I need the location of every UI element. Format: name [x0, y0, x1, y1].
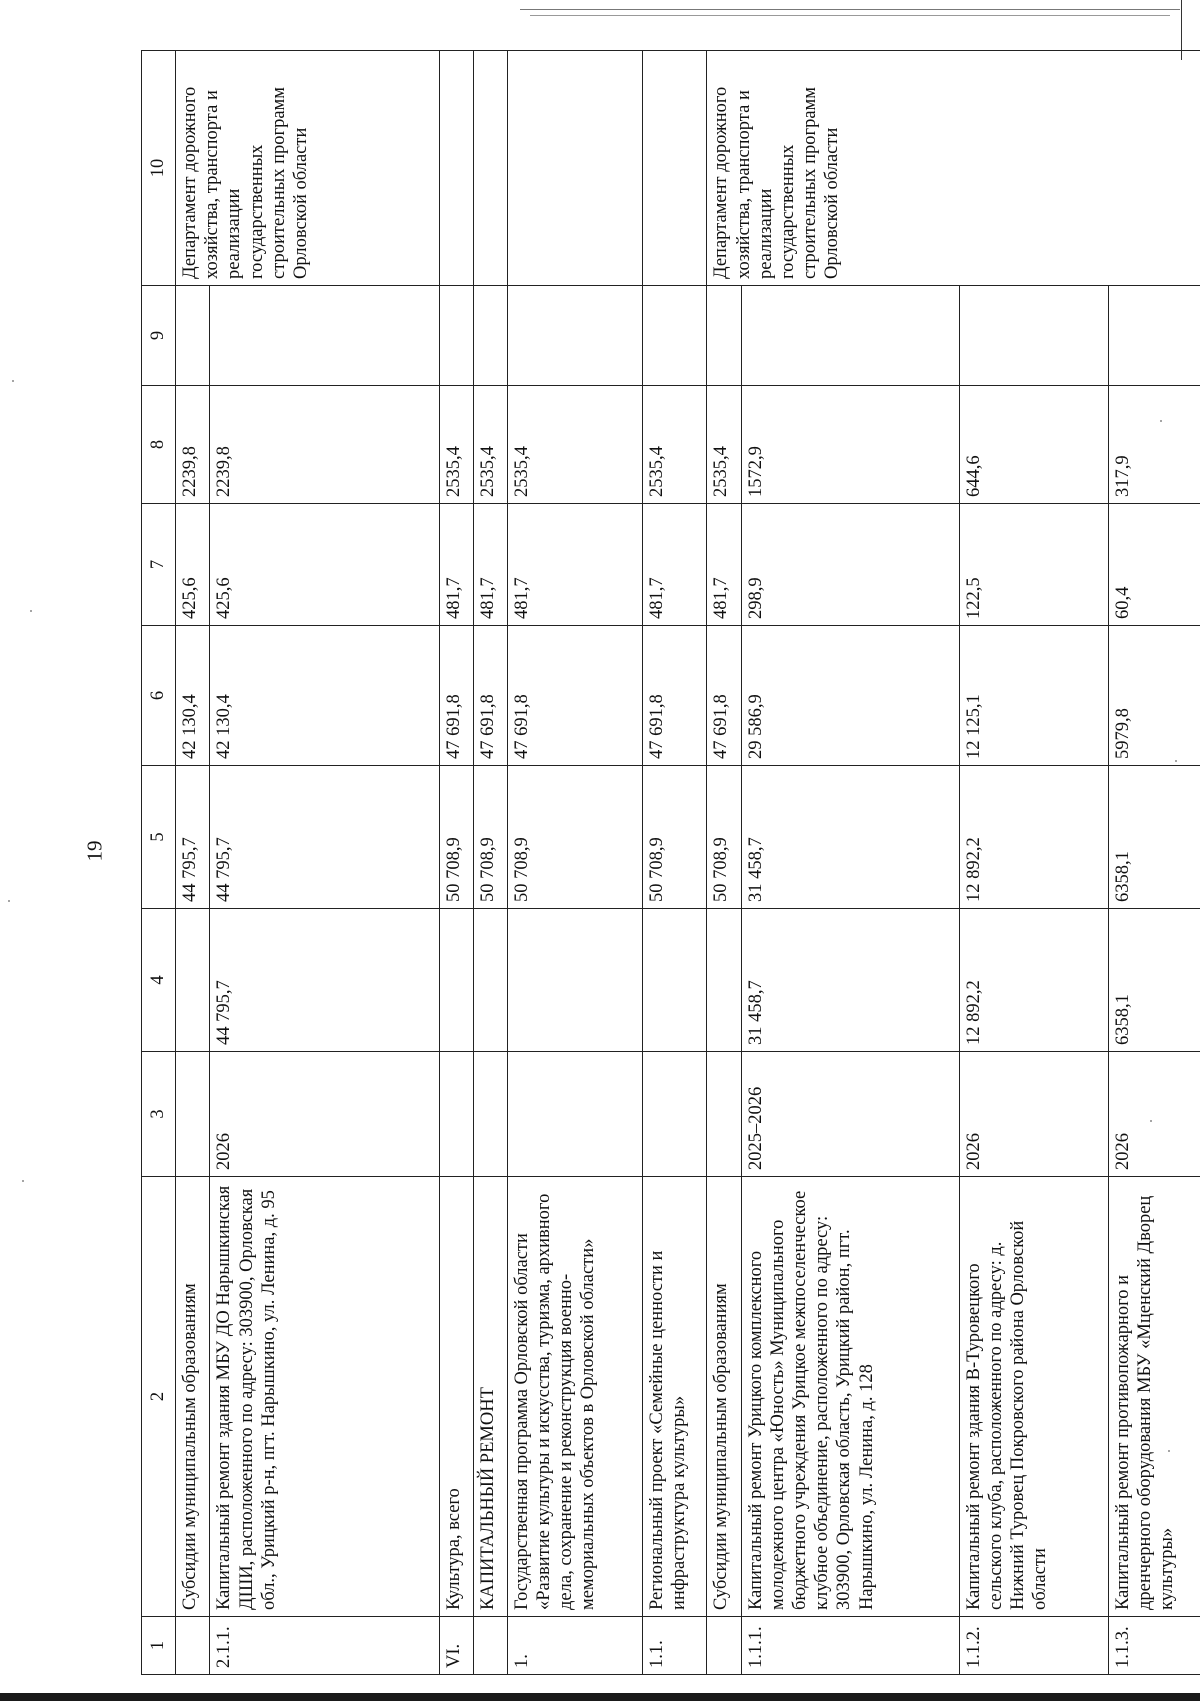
row-total: 50 708,9: [474, 766, 507, 909]
table-row: [176, 51, 210, 1675]
table-row: [474, 51, 507, 1675]
scan-speck: [8, 900, 10, 902]
row-estimate: [439, 909, 473, 1052]
header-col-8: 8: [142, 386, 176, 504]
row-name: Субсидии муниципальным образованиям: [176, 1177, 210, 1617]
row-regional: 298,9: [741, 504, 959, 626]
row-federal: 47 691,8: [707, 626, 741, 766]
row-col9: [507, 286, 642, 386]
row-federal: 47 691,8: [439, 626, 473, 766]
row-years: [643, 1052, 707, 1177]
row-responsible: [474, 51, 507, 286]
row-federal: 42 130,4: [210, 626, 439, 766]
row-years: 2025–2026: [741, 1052, 959, 1177]
row-responsible: [439, 51, 473, 286]
row-years: [439, 1052, 473, 1177]
row-federal: 47 691,8: [507, 626, 642, 766]
row-local: 2535,4: [643, 386, 707, 504]
row-total: 50 708,9: [707, 766, 741, 909]
scan-speck: [1160, 420, 1162, 422]
scan-speck: [1175, 760, 1177, 762]
row-federal: 12 125,1: [959, 626, 1108, 766]
row-local: 317,9: [1108, 386, 1200, 504]
row-number: [707, 1617, 741, 1675]
row-years: 2026: [1108, 1052, 1200, 1177]
row-name: Капитальный ремонт противопожарного и дренчерного оборудования МБУ «Мценский Дворец культуры»: [1108, 1177, 1200, 1617]
header-col-3: 3: [142, 1052, 176, 1177]
row-years: 2026: [959, 1052, 1108, 1177]
table-row: [707, 51, 741, 1675]
row-total: 12 892,2: [959, 766, 1108, 909]
row-name: Региональный проект «Семейные ценности и инфраструктура культуры»: [643, 1177, 707, 1617]
row-col9: [176, 286, 210, 386]
row-col9: [1108, 286, 1200, 386]
scan-speck: [1168, 1450, 1170, 1452]
row-number: 1.: [507, 1617, 642, 1675]
row-total: 50 708,9: [507, 766, 642, 909]
bottom-scan-edge: [0, 1693, 1200, 1701]
header-col-1: 1: [142, 1617, 176, 1675]
row-number: 2.1.1.: [210, 1617, 439, 1675]
row-local: 2535,4: [474, 386, 507, 504]
row-name: Государственная программа Орловской области «Развитие культуры и искусства, туризма, архивного дела, сохранение и реконструкция военно-мемориальных объектов в Орловской области»: [507, 1177, 642, 1617]
table-row: [439, 51, 473, 1675]
row-responsible: Департамент дорожного хозяйства, транспорта и реализации государственных строительных программ Орловской области: [176, 51, 440, 286]
table-row: [959, 51, 1108, 1675]
row-number: VI.: [439, 1617, 473, 1675]
row-col9: [474, 286, 507, 386]
top-scan-rule-secondary: [530, 15, 1170, 16]
scan-speck: [22, 1180, 24, 1182]
row-federal: 5979,8: [1108, 626, 1200, 766]
table-row: [741, 51, 959, 1675]
row-local: 2535,4: [707, 386, 741, 504]
row-local: 2239,8: [210, 386, 439, 504]
top-scan-rule: [520, 9, 1180, 10]
row-col9: [707, 286, 741, 386]
row-federal: 47 691,8: [474, 626, 507, 766]
row-total: 6358,1: [1108, 766, 1200, 909]
row-name: Субсидии муниципальным образованиям: [707, 1177, 741, 1617]
row-total: 44 795,7: [176, 766, 210, 909]
row-regional: 60,4: [1108, 504, 1200, 626]
row-regional: 425,6: [176, 504, 210, 626]
header-col-9: 9: [142, 286, 176, 386]
row-years: [176, 1052, 210, 1177]
row-estimate: [474, 909, 507, 1052]
row-years: [507, 1052, 642, 1177]
page-number: 19: [82, 840, 107, 862]
table-row: [1108, 51, 1200, 1675]
row-name: Капитальный ремонт здания МБУ ДО Нарышкинская ДШИ, расположенного по адресу: 303900, Орловская обл., Урицкий р-н, пгт. Нарышкино, ул. Ленина, д. 95: [210, 1177, 439, 1617]
row-number: [474, 1617, 507, 1675]
row-local: 2535,4: [507, 386, 642, 504]
row-name: Культура, всего: [439, 1177, 473, 1617]
row-col9: [439, 286, 473, 386]
row-estimate: [643, 909, 707, 1052]
scan-speck: [1150, 1120, 1152, 1122]
row-federal: 47 691,8: [643, 626, 707, 766]
row-regional: 481,7: [439, 504, 473, 626]
header-col-4: 4: [142, 909, 176, 1052]
row-responsible: Департамент дорожного хозяйства, транспорта и реализации государственных строительных программ Орловской области: [707, 51, 1200, 286]
header-col-10: 10: [142, 51, 176, 286]
row-years: [707, 1052, 741, 1177]
row-regional: 481,7: [507, 504, 642, 626]
header-row: [142, 51, 176, 1675]
header-col-5: 5: [142, 766, 176, 909]
row-col9: [210, 286, 439, 386]
row-name: Капитальный ремонт здания В-Туровецкого сельского клуба, расположенного по адресу: д. Нижний Туровец Покровского района Орловской области: [959, 1177, 1108, 1617]
table-row: [507, 51, 642, 1675]
row-responsible: [643, 51, 707, 286]
row-col9: [741, 286, 959, 386]
row-local: 2535,4: [439, 386, 473, 504]
row-estimate: [707, 909, 741, 1052]
row-regional: 481,7: [643, 504, 707, 626]
row-number: 1.1.1.: [741, 1617, 959, 1675]
row-number: 1.1.2.: [959, 1617, 1108, 1675]
table-row: [210, 51, 439, 1675]
row-local: 2239,8: [176, 386, 210, 504]
row-estimate: 44 795,7: [210, 909, 439, 1052]
row-col9: [643, 286, 707, 386]
row-number: 1.1.: [643, 1617, 707, 1675]
header-col-7: 7: [142, 504, 176, 626]
scan-speck: [12, 380, 14, 382]
row-estimate: [507, 909, 642, 1052]
row-estimate: 31 458,7: [741, 909, 959, 1052]
row-years: [474, 1052, 507, 1177]
row-col9: [959, 286, 1108, 386]
scan-speck: [30, 610, 32, 612]
row-total: 50 708,9: [439, 766, 473, 909]
row-federal: 42 130,4: [176, 626, 210, 766]
header-col-2: 2: [142, 1177, 176, 1617]
row-total: 44 795,7: [210, 766, 439, 909]
row-responsible: [507, 51, 642, 286]
row-local: 1572,9: [741, 386, 959, 504]
row-total: 31 458,7: [741, 766, 959, 909]
table-wrapper: [141, 51, 1200, 1675]
row-regional: 425,6: [210, 504, 439, 626]
row-regional: 481,7: [474, 504, 507, 626]
row-name: КАПИТАЛЬНЫЙ РЕМОНТ: [474, 1177, 507, 1617]
row-estimate: [176, 909, 210, 1052]
row-regional: 122,5: [959, 504, 1108, 626]
objects-table: [141, 50, 1200, 1675]
row-local: 644,6: [959, 386, 1108, 504]
row-estimate: 12 892,2: [959, 909, 1108, 1052]
row-number: 1.1.3.: [1108, 1617, 1200, 1675]
row-years: 2026: [210, 1052, 439, 1177]
row-name: Капитальный ремонт Урицкого комплексного молодежного центра «Юность» Муниципального бюджетного учреждения Урицкое межпоселенческое клубное объединение, расположенного по адресу: 303900, Орловская область, Урицкий район, пгт. Нарышкино, ул. Ленина, д. 128: [741, 1177, 959, 1617]
row-number: [176, 1617, 210, 1675]
row-federal: 29 586,9: [741, 626, 959, 766]
table-row: [643, 51, 707, 1675]
row-total: 50 708,9: [643, 766, 707, 909]
header-col-6: 6: [142, 626, 176, 766]
row-regional: 481,7: [707, 504, 741, 626]
row-estimate: 6358,1: [1108, 909, 1200, 1052]
